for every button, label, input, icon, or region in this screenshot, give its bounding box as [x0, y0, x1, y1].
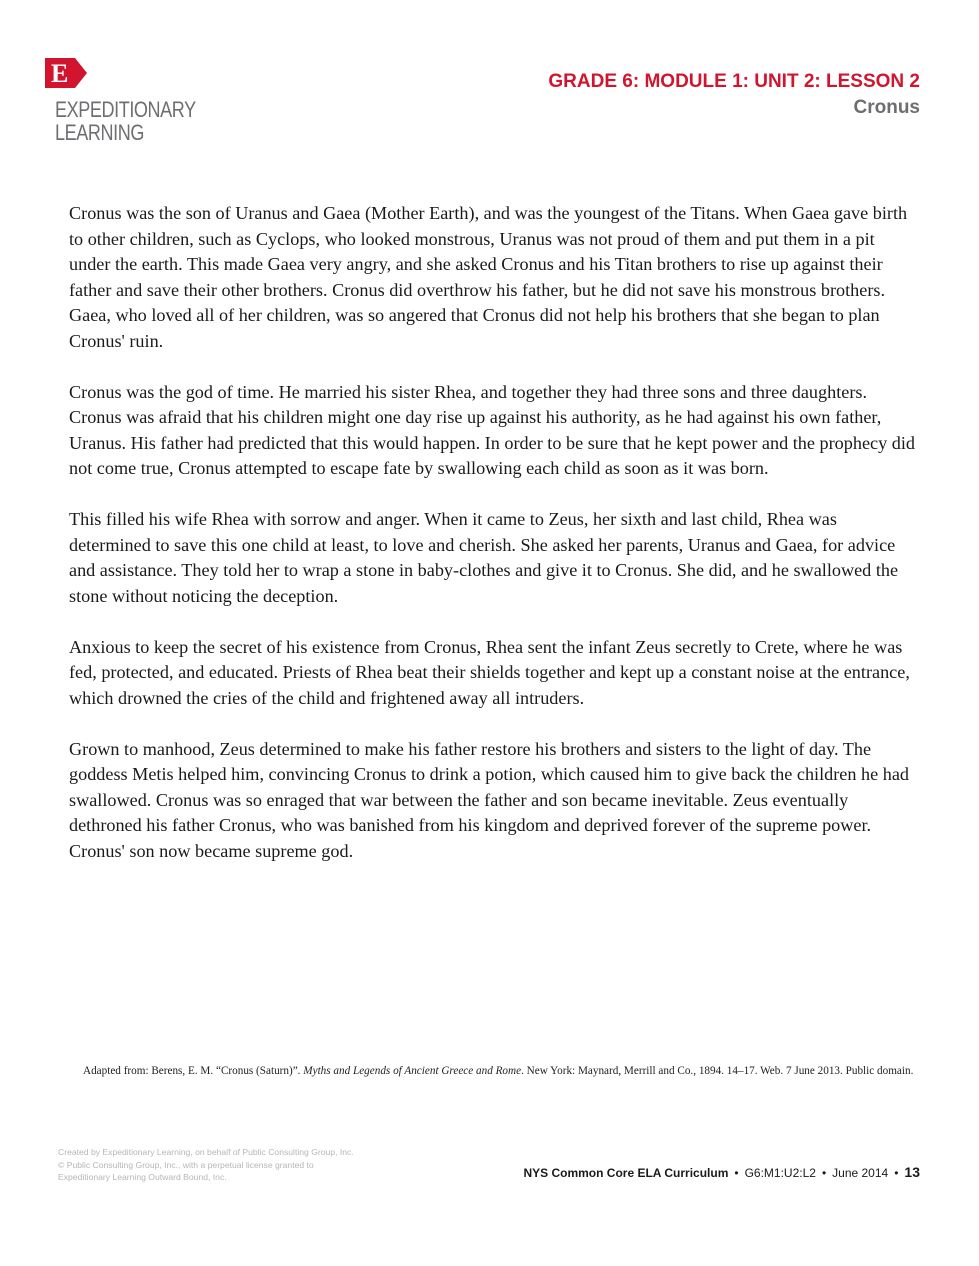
page-number: 13 [904, 1164, 920, 1180]
footer-date: June 2014 [832, 1166, 889, 1180]
curriculum-name: NYS Common Core ELA Curriculum [523, 1166, 729, 1180]
logo-letter: E [51, 59, 69, 88]
credit-line: Expeditionary Learning Outward Bound, Inc. [58, 1172, 227, 1182]
credit-line: © Public Consulting Group, Inc., with a perpetual license granted to [58, 1159, 314, 1170]
separator: • [821, 1166, 827, 1180]
lesson-subtitle: Cronus [853, 97, 920, 118]
logo-line-2: LEARNING [55, 120, 144, 145]
source-citation [83, 1064, 930, 1079]
paragraph: This filled his wife Rhea with sorrow and anger. When it came to Zeus, her sixth and last child, Rhea was determined to save this one child at least, to love and cherish. She asked her parents, Uranus and Gaea, for advice and assistance. They told her to wrap a stone in baby-clothes and give it to Cronus. She did, and he swallowed the stone without noticing the deception. [69, 509, 899, 606]
brand-logo [45, 58, 205, 144]
logo-mark [45, 58, 87, 88]
lesson-code: G6:M1:U2:L2 [744, 1166, 816, 1180]
paragraph: Anxious to keep the secret of his existence from Cronus, Rhea sent the infant Zeus secretly to Crete, where he was fed, protected, and educated. Priests of Rhea beat their shields together and kept up a constant noise at the entrance, which drowned the cries of the child and frightened away all intruders. [69, 636, 910, 708]
lesson-header [548, 70, 920, 122]
logo-line-1: EXPEDITIONARY [55, 97, 196, 122]
footer-credits [58, 1146, 418, 1184]
article-body [69, 201, 919, 890]
paragraph: Grown to manhood, Zeus determined to make his father restore his brothers and sisters to the light of day. The goddess Metis helped him, convincing Cronus to drink a potion, which caused him to give back the children he had swallowed. Cronus was so enraged that war between the father and son became inevitable. Zeus eventually dethroned his father Cronus, who was banished from his kingdom and deprived forever of the supreme power. Cronus' son now became supreme god. [69, 738, 909, 861]
lesson-title: GRADE 6: MODULE 1: UNIT 2: LESSON 2 [548, 71, 920, 92]
separator: • [734, 1166, 739, 1180]
logo-badge-icon [45, 58, 87, 88]
citation-prefix: Adapted from: Berens, E. M. “Cronus (Saturn)”. [83, 1065, 304, 1077]
credit-line: Created by Expeditionary Learning, on behalf of Public Consulting Group, Inc. [58, 1147, 354, 1157]
separator: • [894, 1166, 899, 1180]
logo-wordmark [55, 97, 196, 145]
paragraph: Cronus was the son of Uranus and Gaea (Mother Earth), and was the youngest of the Titans. When Gaea gave birth to other children, such as Cyclops, who looked monstrous, Uranus was not proud of them and put them in a pit under the earth. This made Gaea very angry, and she asked Cronus and his Titan brothers to rise up against their father and save their other brothers. Cronus did overthrow his father, but he did not save his monstrous brothers. Gaea, who loved all of her children, was so angered that Cronus did not help his brothers that she began to plan Cronus' ruin. [69, 203, 908, 351]
citation-title: Myths and Legends of Ancient Greece and Rome [303, 1065, 522, 1077]
citation-suffix: . New York: Maynard, Merrill and Co., 1894. 14–17. Web. 7 June 2013. Public domain. [521, 1065, 914, 1077]
footer-info [523, 1164, 920, 1180]
paragraph: Cronus was the god of time. He married his sister Rhea, and together they had three sons and three daughters. Cronus was afraid that his children might one day rise up against his authority, as he had against his own father, Uranus. His father had predicted that this would happen. In order to be sure that he kept power and the prophecy did not come true, Cronus attempted to escape fate by swallowing each child as soon as it was born. [69, 381, 915, 478]
